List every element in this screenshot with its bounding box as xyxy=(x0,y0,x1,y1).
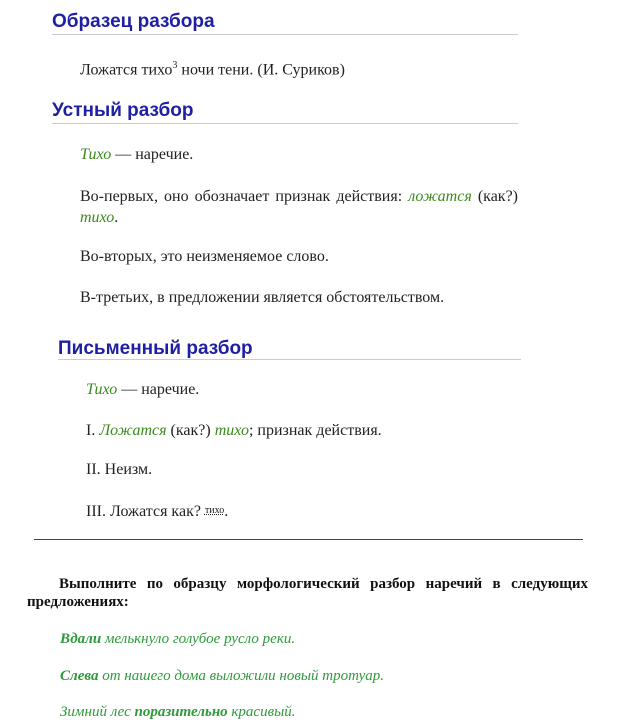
example-1-adverb: Вдали xyxy=(60,631,102,647)
written-heading-rule xyxy=(58,359,521,360)
oral-line-2-text: Во-первых, оно обозначает признак действия: xyxy=(80,188,409,205)
oral-heading: Устный разбор xyxy=(52,100,194,121)
example-3 xyxy=(60,704,296,721)
written-line-2-end: ; признак действия. xyxy=(248,422,382,439)
sample-sentence xyxy=(80,60,345,79)
written-line-2 xyxy=(86,422,382,440)
written-heading: Письменный разбор xyxy=(58,338,253,359)
written-small-word: тихо xyxy=(204,505,225,516)
sample-heading: Образец разбора xyxy=(52,11,215,32)
oral-line-4: В-третьих, в предложении является обстоятельством. xyxy=(80,289,445,306)
example-1 xyxy=(60,631,295,648)
oral-adverb: тихо xyxy=(80,209,115,226)
written-numeral-1: I. xyxy=(86,422,100,439)
written-line-3: II. Неизм. xyxy=(86,461,153,478)
written-word: Тихо xyxy=(86,381,118,398)
sample-sentence-start: Ложатся тихо xyxy=(80,61,173,79)
task-instruction: Выполните по образцу морфологический разбор наречий в следующих предложениях: xyxy=(27,576,588,610)
example-3-rest: красивый. xyxy=(227,704,296,720)
written-line-1 xyxy=(86,381,199,399)
sample-heading-rule xyxy=(52,34,518,35)
example-3-adverb: поразительно xyxy=(134,704,228,720)
section-divider xyxy=(34,539,583,540)
example-2 xyxy=(60,668,384,685)
oral-line-1 xyxy=(80,146,193,164)
written-line-4 xyxy=(86,503,228,521)
written-verb: Ложатся xyxy=(99,422,167,439)
example-2-rest: от нашего дома выложили новый тротуар. xyxy=(98,668,384,684)
oral-line-2 xyxy=(80,186,518,228)
oral-line-2-end: . xyxy=(114,209,119,226)
footnote-mark: 3 xyxy=(172,60,178,71)
oral-word: Тихо xyxy=(80,146,112,163)
oral-line-1-rest: — наречие. xyxy=(111,146,194,163)
written-line-4-end: . xyxy=(224,503,229,520)
written-adverb: тихо xyxy=(214,422,249,439)
example-3-start: Зимний лес xyxy=(60,704,135,720)
written-line-4-text: III. Ложатся как? xyxy=(86,503,205,520)
oral-heading-rule xyxy=(52,123,518,124)
written-question: (как?) xyxy=(166,422,215,439)
written-line-1-rest: — наречие. xyxy=(117,381,200,398)
sample-sentence-end: ночи тени. (И. Суриков) xyxy=(177,61,345,79)
example-2-adverb: Слева xyxy=(60,668,99,684)
example-1-rest: мелькнуло голубое русло реки. xyxy=(101,631,296,647)
oral-line-3: Во-вторых, это неизменяемое слово. xyxy=(80,248,329,265)
oral-verb: ложатся xyxy=(408,188,472,205)
oral-question: (как?) xyxy=(471,188,518,205)
